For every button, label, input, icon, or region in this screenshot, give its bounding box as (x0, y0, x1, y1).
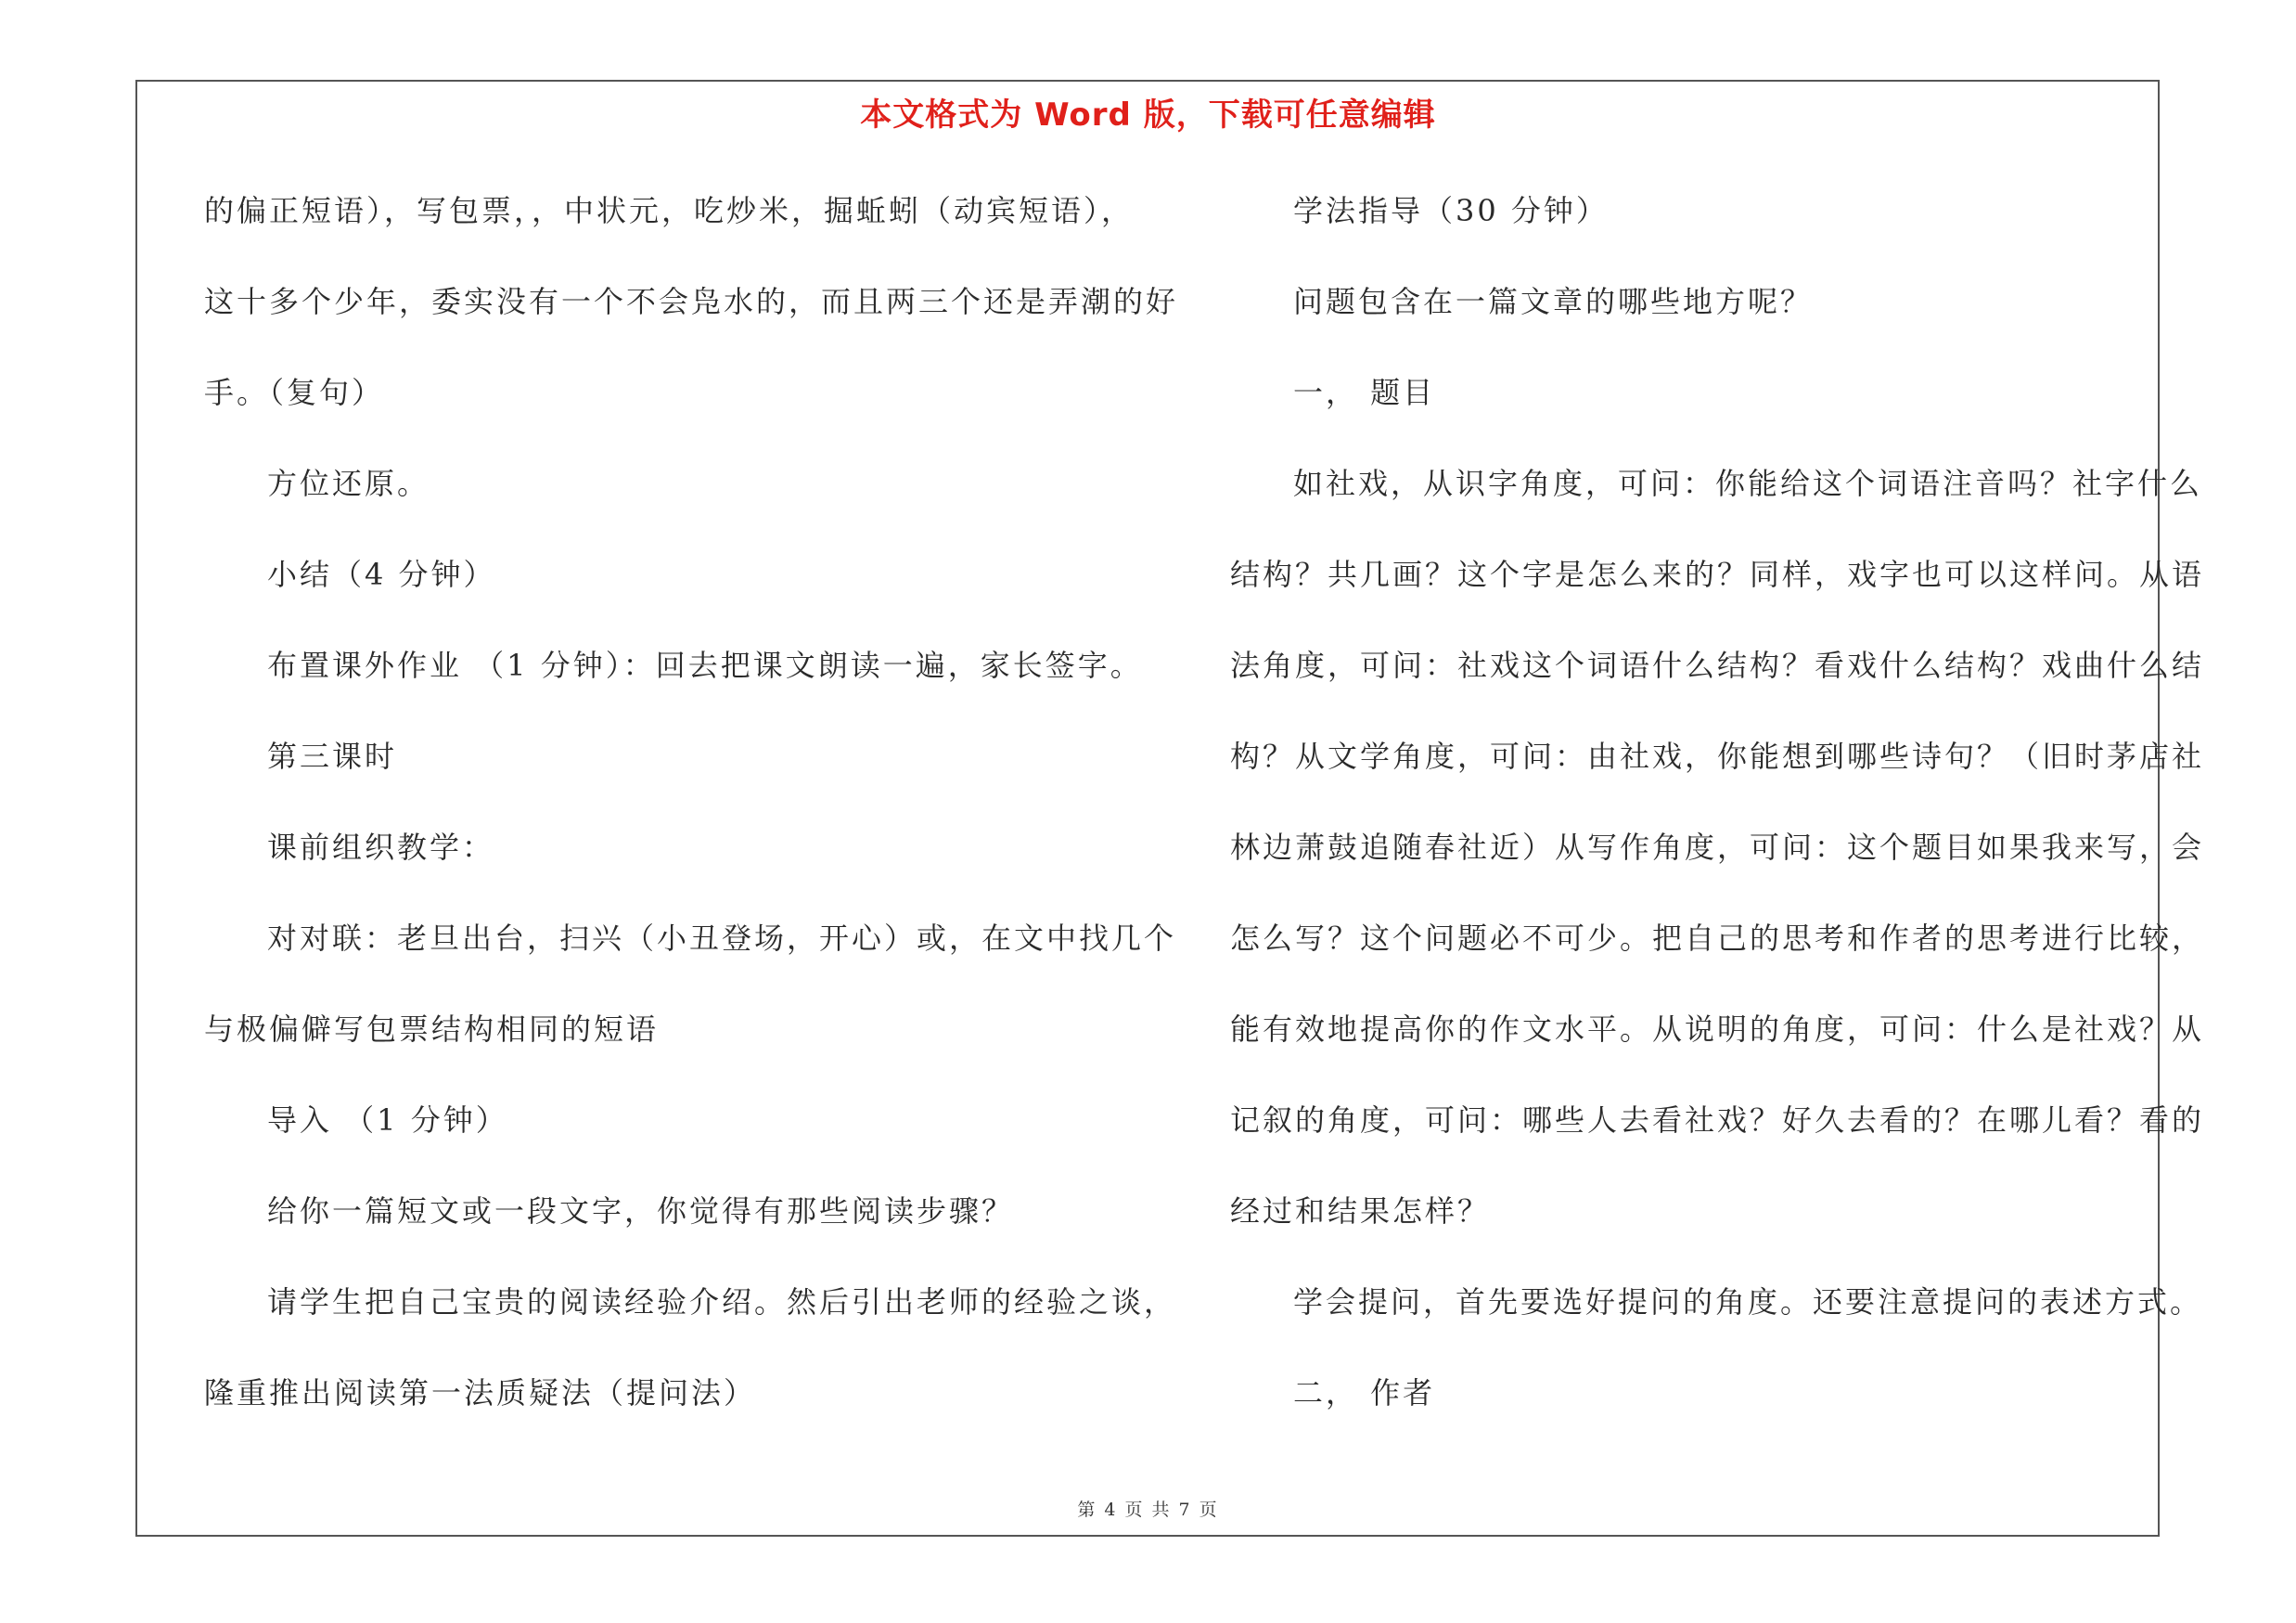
left-column-text-line: 请学生把自己宝贵的阅读经验介绍。然后引出老师的经验之谈， (267, 1284, 1177, 1320)
right-column-text-line: 一， 题目 (1293, 375, 1436, 410)
right-column-text-line: 如社戏，从识字角度，可问：你能给这个词语注音吗？社字什么 (1293, 466, 2203, 501)
right-column-text-line: 结构？共几画？这个字是怎么来的？同样，戏字也可以这样问。从语 (1230, 557, 2205, 592)
left-column-text-line: 隆重推出阅读第一法质疑法（提问法） (204, 1375, 757, 1410)
right-column-text-line: 构？从文学角度，可问：由社戏，你能想到哪些诗句？（旧时茅店社 (1230, 739, 2205, 774)
right-column-text-line: 学会提问，首先要选好提问的角度。还要注意提问的表述方式。 (1293, 1284, 2203, 1320)
right-column-text-line: 学法指导（30 分钟） (1293, 193, 1609, 228)
right-column-text-line: 法角度，可问：社戏这个词语什么结构？看戏什么结构？戏曲什么结 (1230, 648, 2205, 683)
right-column-text-line: 怎么写？这个问题必不可少。把自己的思考和作者的思考进行比较， (1230, 921, 2205, 956)
left-column-text-line: 的偏正短语），写包票，，中状元，吃炒米，掘蚯蚓（动宾短语）， (204, 193, 1135, 228)
left-column-text-line: 给你一篇短文或一段文字，你觉得有那些阅读步骤？ (267, 1193, 1015, 1229)
left-column (204, 182, 1179, 1455)
left-column-text-line: 布置课外作业 （1 分钟）：回去把课文朗读一遍，家长签字。 (267, 648, 1143, 683)
right-column-text-line: 二， 作者 (1293, 1375, 1436, 1410)
left-column-text-line: 对对联：老旦出台，扫兴（小丑登场，开心）或，在文中找几个 (267, 921, 1177, 956)
left-column-text-line: 课前组织教学： (267, 830, 495, 865)
right-column-text-line: 记叙的角度，可问：哪些人去看社戏？好久去看的？在哪儿看？看的 (1230, 1102, 2205, 1138)
right-column-text-line: 经过和结果怎样？ (1230, 1193, 1491, 1229)
word-format-banner: 本文格式为 Word 版，下载可任意编辑 (860, 97, 1436, 134)
right-column (1230, 182, 2205, 1455)
left-column-text-line: 小结（4 分钟） (267, 557, 496, 592)
left-column-text-line: 与极偏僻写包票结构相同的短语 (204, 1011, 660, 1047)
right-column-text-line: 林边萧鼓追随春社近）从写作角度，可问：这个题目如果我来写，会 (1230, 830, 2205, 865)
left-column-text-line: 这十多个少年，委实没有一个不会凫水的，而且两三个还是弄潮的好 (204, 284, 1179, 319)
page-number-footer: 第 4 页 共 7 页 (1077, 1500, 1219, 1520)
right-column-text-line: 问题包含在一篇文章的哪些地方呢？ (1293, 284, 1814, 319)
left-column-text-line: 第三课时 (267, 739, 398, 774)
left-column-text-line: 方位还原。 (267, 466, 430, 501)
right-column-text-line: 能有效地提高你的作文水平。从说明的角度，可问：什么是社戏？从 (1230, 1011, 2205, 1047)
left-column-text-line: 导入 （1 分钟） (267, 1102, 508, 1138)
left-column-text-line: 手。（复句） (204, 375, 385, 410)
